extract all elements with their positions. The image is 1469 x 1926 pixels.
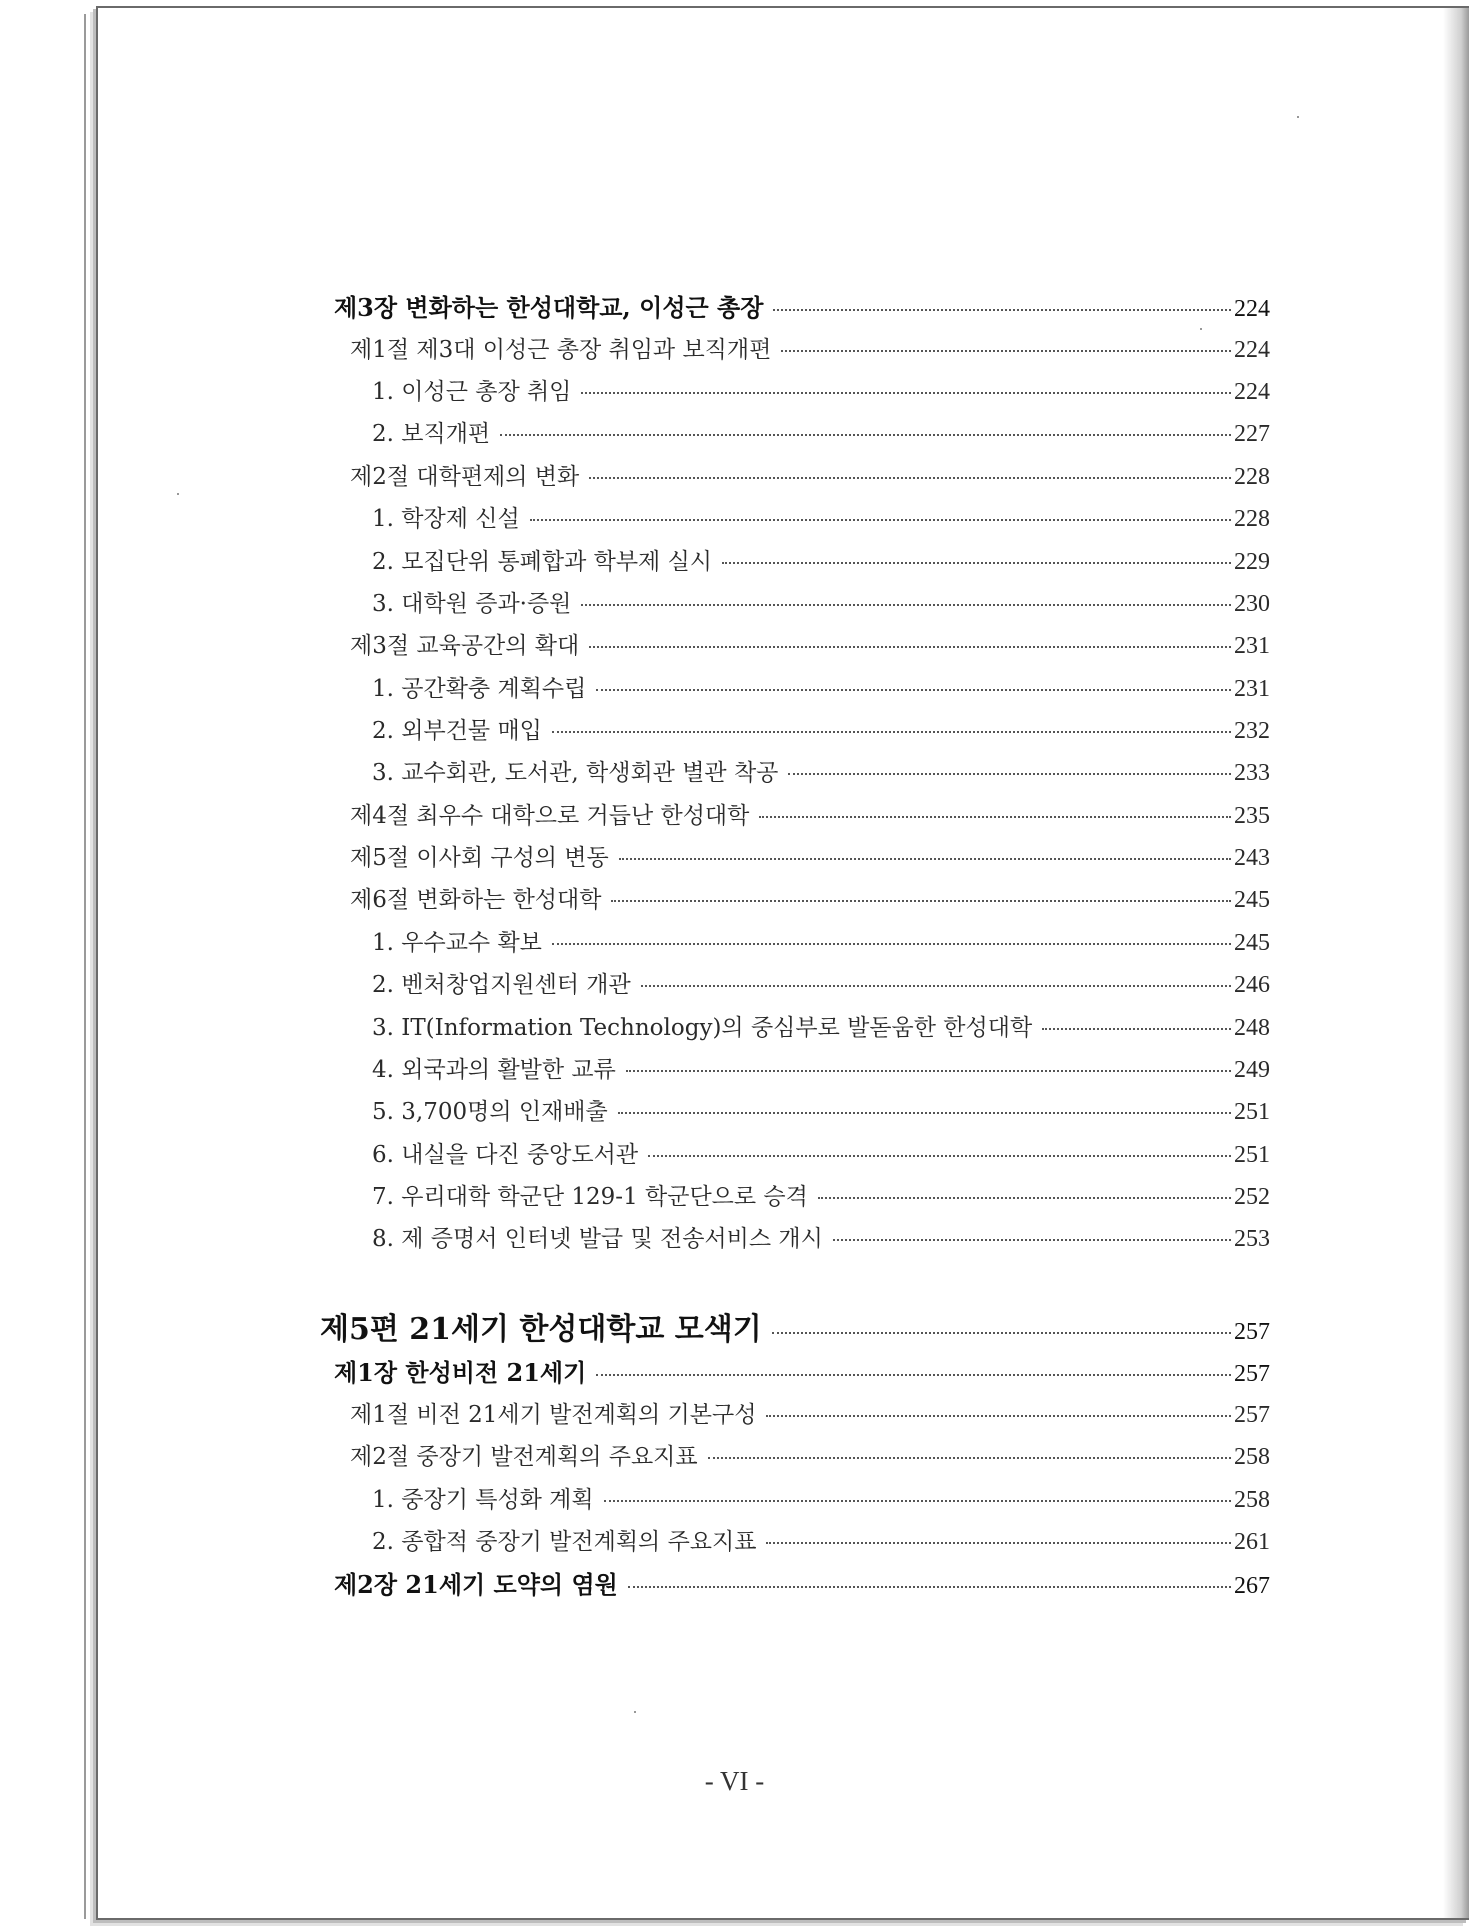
toc-entry-page: 258 [1234,1487,1270,1513]
toc-entry-page: 251 [1234,1142,1270,1168]
toc-entry-item[interactable] [372,1051,1270,1084]
toc-entry-page: 235 [1234,803,1270,829]
dot-leader [596,689,1231,691]
toc-entry-title: 제1절 비전 21세기 발전계획의 기본구성 [350,1402,757,1428]
dot-leader [618,1112,1231,1114]
toc-entry-title: 제5절 이사회 구성의 변동 [350,845,609,871]
toc-entry-page: 246 [1234,972,1270,998]
toc-entry-title: 1. 중장기 특성화 계획 [372,1487,594,1513]
toc-entry-item[interactable] [372,754,1270,787]
toc-entry-title: 2. 모집단위 통폐합과 학부제 실시 [372,549,713,575]
toc-entry-title: 1. 이성근 총장 취임 [372,379,572,405]
toc-entry-title: 1. 우수교수 확보 [372,930,542,956]
toc-entry-page: 249 [1234,1057,1270,1083]
toc-entry-item[interactable] [372,1178,1270,1211]
toc-entry-page: 228 [1234,464,1270,490]
toc-entry-page: 229 [1234,549,1270,575]
toc-entry-section[interactable] [350,458,1270,491]
toc-entry-title: 6. 내실을 다진 중앙도서관 [372,1142,639,1168]
dot-leader [781,350,1231,352]
toc-entry-item[interactable] [372,924,1270,957]
scan-speck [1297,116,1299,118]
toc-entry-page: 257 [1234,1402,1270,1428]
toc-entry-page: 230 [1234,591,1270,617]
dot-leader [589,477,1231,479]
dot-leader [611,900,1231,902]
toc-entry-item[interactable] [372,1523,1270,1556]
toc-entry-chapter[interactable] [334,288,1270,323]
toc-entry-title: 2. 보직개편 [372,421,491,447]
dot-leader [772,1332,1231,1334]
dot-leader [596,1374,1231,1376]
toc-entry-item[interactable] [372,1481,1270,1514]
toc-entry-page: 257 [1234,1361,1270,1387]
dot-leader [773,309,1231,311]
dot-leader [766,1415,1231,1417]
dot-leader [604,1500,1231,1502]
dot-leader [619,858,1231,860]
toc-entry-page: 228 [1234,506,1270,532]
toc-entry-title: 제3장 변화하는 한성대학교, 이성근 총장 [334,293,764,322]
toc-entry-page: 231 [1234,676,1270,702]
toc-entry-item[interactable] [372,1009,1270,1042]
dot-leader [788,773,1231,775]
toc-entry-title: 제4절 최우수 대학으로 거듭난 한성대학 [350,803,750,829]
toc-entry-page: 224 [1234,337,1270,363]
toc-entry-item[interactable] [372,585,1270,618]
dot-leader [581,392,1231,394]
toc-entry-page: 248 [1234,1015,1270,1041]
toc-entry-item[interactable] [372,415,1270,448]
toc-entry-page: 251 [1234,1099,1270,1125]
toc-entry-page: 243 [1234,845,1270,871]
toc-entry-title: 7. 우리대학 학군단 129-1 학군단으로 승격 [372,1184,808,1210]
toc-entry-title: 2. 종합적 중장기 발전계획의 주요지표 [372,1529,757,1555]
toc-entry-page: 252 [1234,1184,1270,1210]
toc-entry-page: 233 [1234,760,1270,786]
toc-entry-item[interactable] [372,543,1270,576]
toc-entry-section[interactable] [350,839,1270,872]
toc-entry-title: 3. IT(Information Technology)의 중심부로 발돋움한 한성대학 [372,1015,1033,1041]
dot-leader [818,1197,1231,1199]
dot-leader [530,519,1231,521]
dot-leader [552,731,1231,733]
toc-entry-page: 232 [1234,718,1270,744]
dot-leader [626,1070,1231,1072]
toc-entry-page: 257 [1234,1319,1270,1345]
toc-entry-page: 227 [1234,421,1270,447]
toc-entry-title: 제5편 21세기 한성대학교 모색기 [320,1312,762,1347]
toc-entry-item[interactable] [372,966,1270,999]
toc-entry-title: 2. 벤처창업지원센터 개관 [372,972,631,998]
scan-speck [1200,328,1202,330]
toc-entry-item[interactable] [372,1136,1270,1169]
dot-leader [628,1586,1231,1588]
toc-entry-title: 1. 공간확충 계획수립 [372,676,587,702]
scan-speck [177,493,179,495]
toc-entry-section[interactable] [350,627,1270,660]
toc-entry-page: 267 [1234,1573,1270,1599]
dot-leader [722,562,1231,564]
toc-entry-title: 제2절 중장기 발전계획의 주요지표 [350,1444,698,1470]
page-number-footer: - VI - [704,1766,765,1796]
dot-leader [833,1239,1231,1241]
toc-entry-item[interactable] [372,1220,1270,1253]
toc-entry-page: 261 [1234,1529,1270,1555]
toc-entry-section[interactable] [350,881,1270,914]
toc-entry-section[interactable] [350,797,1270,830]
toc-entry-title: 제1절 제3대 이성근 총장 취임과 보직개편 [350,337,772,363]
dot-leader [708,1457,1231,1459]
toc-entry-title: 1. 학장제 신설 [372,506,520,532]
dot-leader [766,1542,1231,1544]
toc-entry-title: 제6절 변화하는 한성대학 [350,887,602,913]
toc-entry-page: 231 [1234,633,1270,659]
toc-entry-title: 제2절 대학편제의 변화 [350,464,580,490]
toc-entry-page: 224 [1234,379,1270,405]
toc-entry-page: 245 [1234,930,1270,956]
toc-entry-title: 3. 교수회관, 도서관, 학생회관 별관 착공 [372,760,779,786]
toc-entry-section[interactable] [350,1438,1270,1471]
toc-entry-item[interactable] [372,712,1270,745]
dot-leader [581,604,1231,606]
toc-entry-title: 5. 3,700명의 인재배출 [372,1099,608,1125]
toc-entry-page: 253 [1234,1226,1270,1252]
toc-entry-section[interactable] [350,331,1270,364]
dot-leader [759,816,1231,818]
toc-entry-page: 224 [1234,296,1270,322]
toc-entry-title: 제3절 교육공간의 확대 [350,633,580,659]
dot-leader [641,985,1231,987]
dot-leader [500,434,1231,436]
toc-entry-chapter[interactable] [334,1353,1270,1388]
dot-leader [1042,1028,1231,1030]
dot-leader [589,646,1231,648]
dot-leader [648,1155,1231,1157]
toc-entry-page: 258 [1234,1444,1270,1470]
toc-entry-item[interactable] [372,373,1270,406]
toc-entry-item[interactable] [372,1093,1270,1126]
toc-entry-title: 8. 제 증명서 인터넷 발급 및 전송서비스 개시 [372,1226,823,1252]
toc-entry-title: 4. 외국과의 활발한 교류 [372,1057,616,1083]
toc-entry-title: 2. 외부건물 매입 [372,718,542,744]
toc-entry-item[interactable] [372,670,1270,703]
toc-entry-title: 제1장 한성비전 21세기 [334,1358,587,1387]
dot-leader [552,943,1231,945]
toc-entry-chapter[interactable] [334,1565,1270,1600]
scan-speck [634,1711,636,1713]
toc-entry-page: 245 [1234,887,1270,913]
toc-entry-item[interactable] [372,500,1270,533]
toc-entry-title: 제2장 21세기 도약의 염원 [334,1570,618,1599]
toc-entry-title: 3. 대학원 증과·증원 [372,591,572,617]
toc-entry-section[interactable] [350,1396,1270,1429]
toc-entry-part[interactable] [320,1304,1270,1348]
